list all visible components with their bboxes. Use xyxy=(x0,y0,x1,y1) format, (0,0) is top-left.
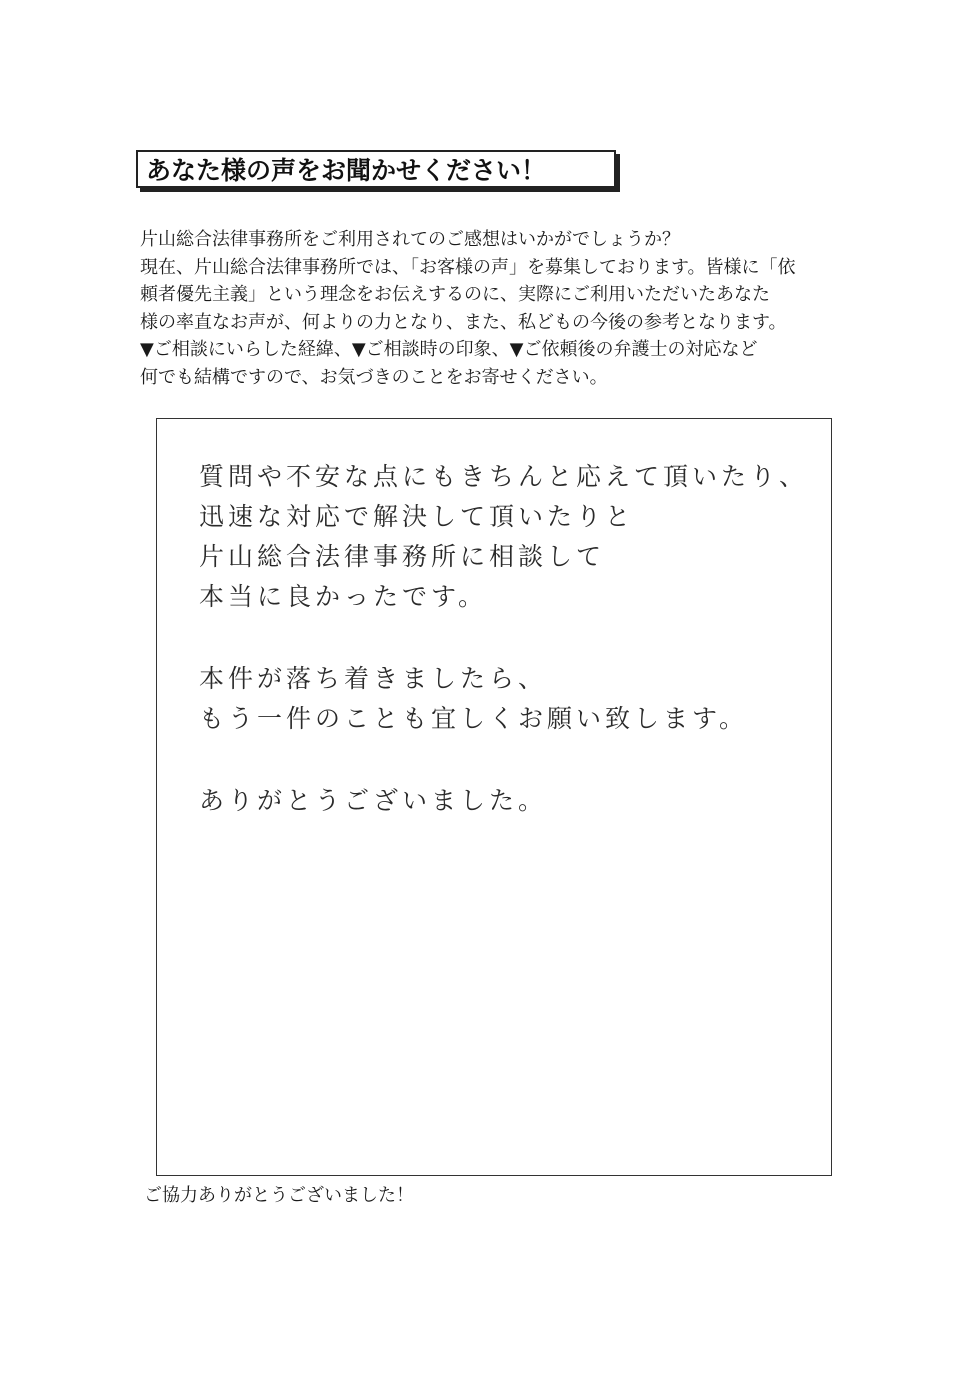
intro-text xyxy=(140,226,850,391)
response-line: もう一件のことも宜しくお願い致します。 xyxy=(199,704,749,733)
handwritten-response xyxy=(199,457,819,821)
form-title: あなた様の声をお聞かせください！ xyxy=(146,156,547,185)
closing-thanks: ご協力ありがとうございました！ xyxy=(144,1185,414,1206)
intro-line: 片山総合法律事務所をご利用されてのご感想はいかがでしょうか？ xyxy=(140,229,680,250)
response-line: 片山総合法律事務所に相談して xyxy=(199,542,606,571)
intro-line: 何でも結構ですので、お気づきのことをお寄せください。 xyxy=(140,366,608,388)
paragraph-gap xyxy=(199,617,819,659)
handwritten-response-box xyxy=(156,418,832,1176)
response-line: 質問や不安な点にもきちんと応えて頂いたり、 xyxy=(199,462,809,491)
intro-line: 様の率直なお声が、何よりの力となり、また、私どもの今後の参考となります。 xyxy=(140,311,787,333)
paragraph-gap xyxy=(199,739,819,781)
response-line: ありがとうございました。 xyxy=(199,786,548,815)
form-title-box xyxy=(136,150,616,188)
response-line: 本当に良かったです。 xyxy=(199,582,488,611)
intro-line: 頼者優先主義」という理念をお伝えするのに、実際にご利用いただいたあなた xyxy=(140,284,770,305)
intro-line: ▼ご相談にいらした経緯、▼ご相談時の印象、▼ご依頼後の弁護士の対応など xyxy=(140,339,758,360)
response-line: 本件が落ち着きましたら、 xyxy=(199,664,548,693)
intro-line: 現在、片山総合法律事務所では、「お客様の声」を募集しております。皆様に「依 xyxy=(140,256,796,278)
response-line: 迅速な対応で解決して頂いたりと xyxy=(199,502,635,531)
